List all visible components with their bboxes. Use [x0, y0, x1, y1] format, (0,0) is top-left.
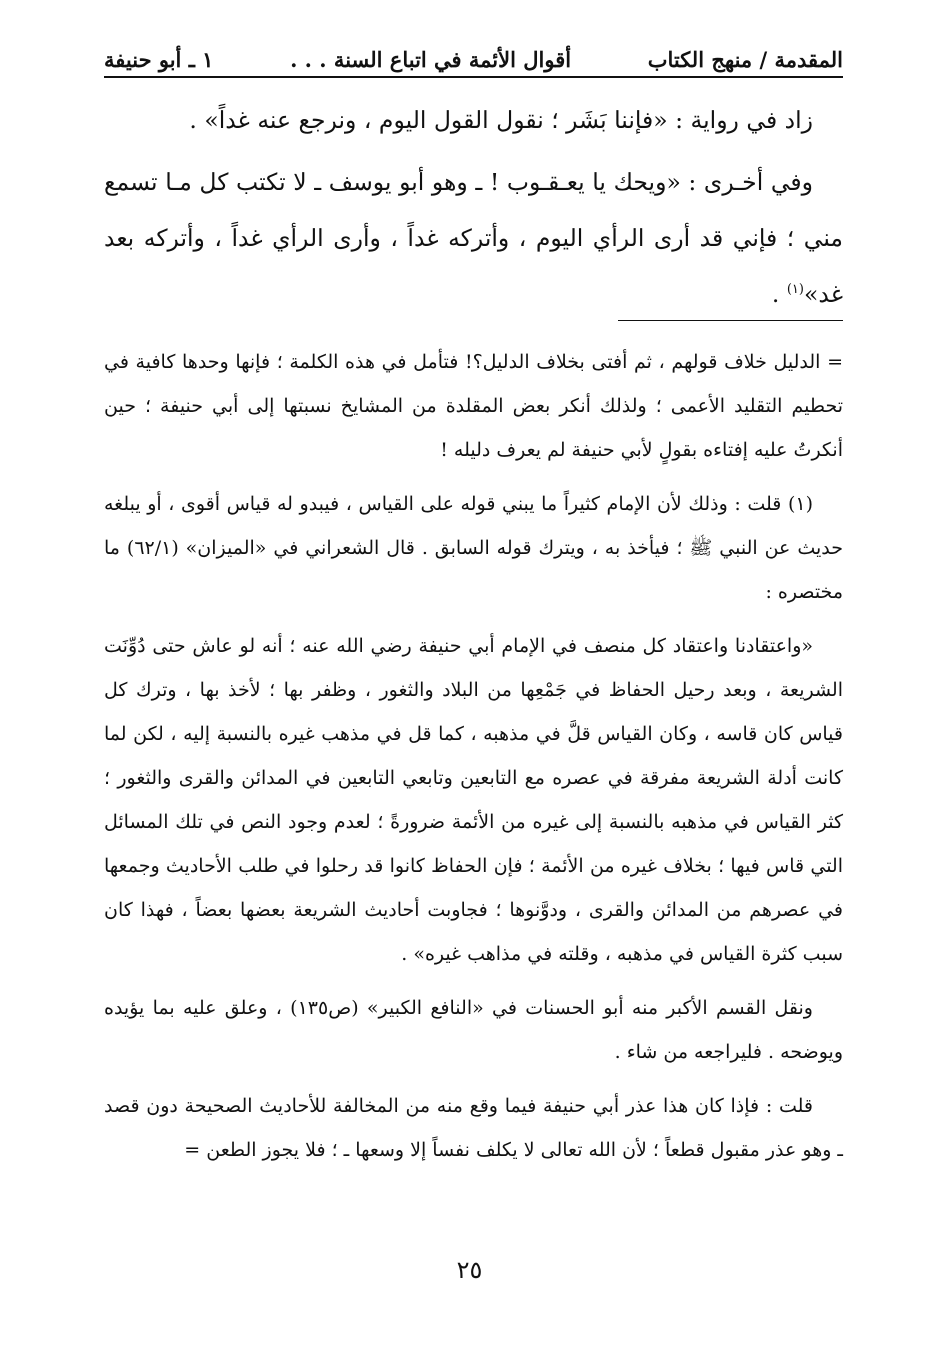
- footnotes: [104, 340, 843, 1182]
- main-paragraph: زاد في رواية : «فإننا بَشَر ؛ نقول القول اليوم ، ونرجع عنه غداً» .: [189, 106, 813, 134]
- page-number: ٢٥: [456, 1256, 483, 1284]
- main-text: [104, 92, 843, 328]
- main-paragraph-text: وفي أخـرى : «ويحك يا يعـقـوب ! ـ وهو أبو يوسف ـ لا تكتب كل مـا تسمع مني ؛ فإني قد أرى الرأي اليوم ، وأتركه غداً ، وأرى الرأي غداً ، وأتركه بعد غد»: [104, 168, 843, 308]
- header-chapter: أقوال الأئمة في اتباع السنة . . .: [290, 47, 572, 72]
- header-section: المقدمة / منهج الكتاب: [647, 47, 843, 72]
- footnote-continuation: = الدليل خلاف قولهم ، ثم أفتى بخلاف الدليل؟! فتأمل في هذه الكلمة ؛ فإنها وحدها كافية في تحطيم التقليد الأعمى ؛ ولذلك أنكر بعض المقلدة من المشايخ نسبتها إلى أبي حنيفة ؛ حين أنكرتُ عليه إفتاءه بقولٍ لأبي حنيفة لم يعرف دليله !: [104, 351, 843, 461]
- main-paragraph-end: .: [771, 280, 787, 308]
- footnote-divider: [618, 320, 843, 321]
- footnote-quote: «واعتقادنا واعتقاد كل منصف في الإمام أبي حنيفة رضي الله عنه ؛ أنه لو عاش حتى دُوِّنَت الشريعة ، وبعد رحيل الحفاظ في جَمْعِها من البلاد والثغور ، وظفر بها ؛ لأخذ بها ، وترك كل قياس كان قاسه ، وكان القياس قلَّ في مذهبه ، كما قل في مذهب غيره بالنسبة إليه ، لكن لما كانت أدلة الشريعة مفرقة في عصره مع التابعين وتابعي التابعين في المدائن والقرى والثغور ؛ كثر القياس في مذهبه بالنسبة إلى غيره من الأئمة ضرورةً ؛ لعدم وجود النص في تلك المسائل التي قاس فيها ؛ بخلاف غيره من الأئمة ؛ فإن الحفاظ كانوا قد رحلوا في طلب الأحاديث وجمعها في عصرهم من المدائن والقرى ، ودوَّنوها ؛ فجاوبت أحاديث الشريعة بعضها بعضاً ، فهذا كان سبب كثرة القياس في مذهبه ، وقلته في مذاهب غيره» .: [104, 635, 843, 965]
- footnote-conclusion: قلت : فإذا كان هذا عذر أبي حنيفة فيما وقع منه من المخالفة للأحاديث الصحيحة دون قصد ـ وهو عذر مقبول قطعاً ؛ لأن الله تعالى لا يكلف نفساً إلا وسعها ـ ؛ فلا يجوز الطعن =: [104, 1095, 843, 1161]
- footnote-1: (١) قلت : وذلك لأن الإمام كثيراً ما يبني قوله على القياس ، فيبدو له قياس أقوى ، أو يبلغه حديث عن النبي ﷺ ؛ فيأخذ به ، ويترك قوله السابق . قال الشعراني في «الميزان» (٦٢/١) ما مختصره :: [104, 493, 843, 603]
- header-item: ١ ـ أبو حنيفة: [104, 47, 214, 72]
- footnote-ref: (١): [786, 282, 804, 298]
- running-header: [104, 30, 843, 78]
- footnote-transfer: ونقل القسم الأكبر منه أبو الحسنات في «النافع الكبير» (ص١٣٥) ، وعلق عليه بما يؤيده ويوضحه . فليراجعه من شاء .: [104, 997, 843, 1063]
- main-paragraph: [104, 154, 843, 322]
